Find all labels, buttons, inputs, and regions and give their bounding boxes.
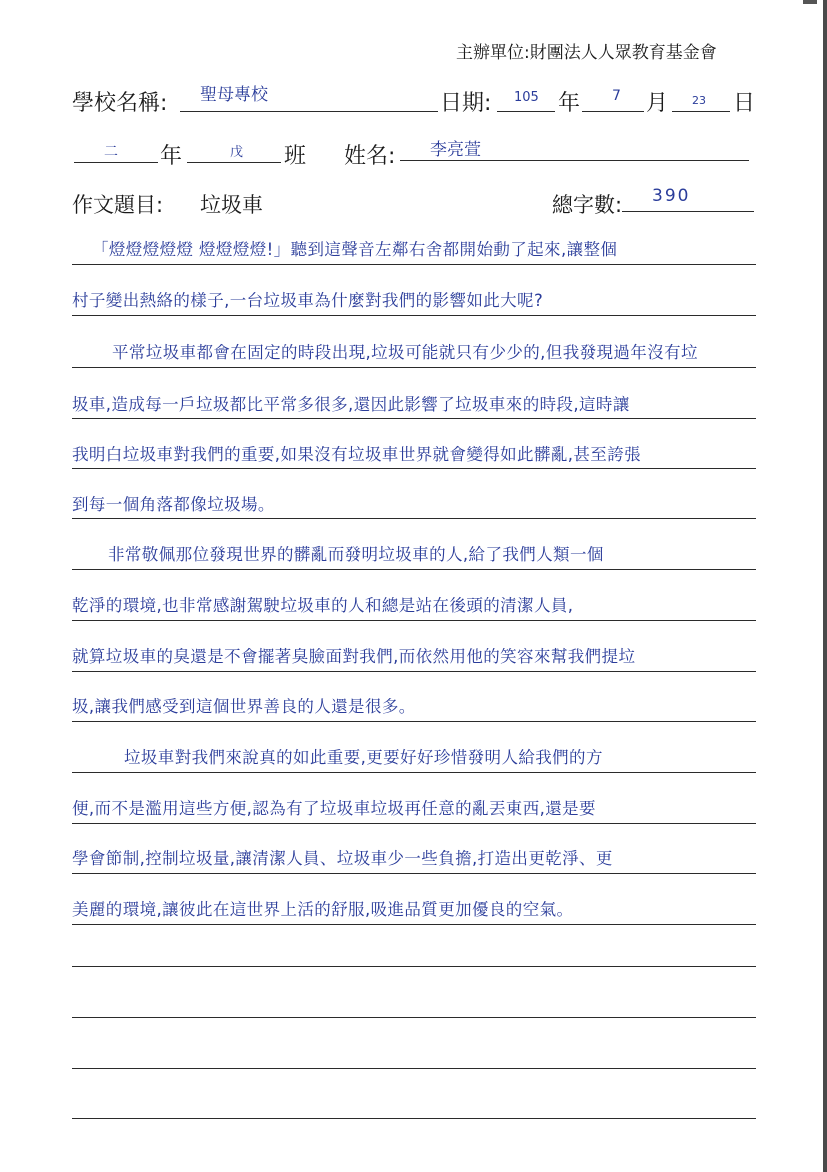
ruled-line bbox=[72, 1118, 756, 1119]
date-year-underline bbox=[497, 111, 555, 112]
ruled-line bbox=[72, 1017, 756, 1018]
wordcount-label: 總字數: bbox=[552, 193, 623, 217]
school-value: 聖母專校 bbox=[200, 85, 268, 105]
essay-line: 便,而不是濫用這些方便,認為有了垃圾車垃圾再任意的亂丟東西,還是要 bbox=[72, 799, 596, 818]
essay-line: 垃圾車對我們來說真的如此重要,更要好好珍惜發明人給我們的方 bbox=[124, 748, 603, 767]
school-underline bbox=[180, 111, 438, 112]
topic-label: 作文題目: bbox=[72, 193, 164, 217]
date-label: 日期: bbox=[440, 91, 492, 116]
ruled-line bbox=[72, 367, 756, 368]
essay-line: 「燈燈燈燈燈 燈燈燈燈!」聽到這聲音左鄰右舍都開始動了起來,讓整個 bbox=[92, 240, 618, 259]
essay-line: 就算垃圾車的臭還是不會擺著臭臉面對我們,而依然用他的笑容來幫我們提垃 bbox=[72, 647, 636, 666]
ruled-line bbox=[72, 671, 756, 672]
essay-line: 平常垃圾車都會在固定的時段出現,垃圾可能就只有少少的,但我發現過年沒有垃 bbox=[112, 343, 698, 362]
name-underline bbox=[400, 160, 749, 161]
grade-value: 二 bbox=[104, 144, 118, 160]
ruled-line bbox=[72, 924, 756, 925]
ruled-line bbox=[72, 569, 756, 570]
ruled-line bbox=[72, 620, 756, 621]
class-unit: 班 bbox=[284, 144, 307, 169]
class-value: 戊 bbox=[230, 145, 244, 160]
date-year-unit: 年 bbox=[558, 91, 581, 116]
ruled-line bbox=[72, 772, 756, 773]
date-month-underline bbox=[582, 111, 644, 112]
scan-corner-mark bbox=[803, 0, 817, 4]
essay-line: 圾車,造成每一戶垃圾都比平常多很多,還因此影響了垃圾車來的時段,這時讓 bbox=[72, 395, 630, 414]
scan-edge-mark bbox=[823, 0, 827, 1172]
grade-underline bbox=[74, 162, 158, 163]
topic-value: 垃圾車 bbox=[200, 193, 263, 217]
school-label: 學校名稱: bbox=[72, 91, 168, 116]
essay-line: 美麗的環境,讓彼此在這世界上活的舒服,吸進品質更加優良的空氣。 bbox=[72, 900, 574, 919]
essay-line: 非常敬佩那位發現世界的髒亂而發明垃圾車的人,給了我們人類一個 bbox=[108, 545, 604, 564]
date-month-unit: 月 bbox=[646, 91, 669, 116]
name-value: 李亮萱 bbox=[430, 140, 481, 160]
ruled-line bbox=[72, 873, 756, 874]
essay-line: 我明白垃圾車對我們的重要,如果沒有垃圾車世界就會變得如此髒亂,甚至誇張 bbox=[72, 445, 641, 464]
wordcount-underline bbox=[622, 211, 754, 212]
date-day-unit: 日 bbox=[733, 91, 756, 116]
essay-line: 村子變出熱絡的樣子,一台垃圾車為什麼對我們的影響如此大呢? bbox=[72, 291, 544, 310]
ruled-line bbox=[72, 823, 756, 824]
ruled-line bbox=[72, 966, 756, 967]
wordcount-value: 390 bbox=[652, 186, 691, 206]
essay-line: 乾淨的環境,也非常感謝駕駛垃圾車的人和總是站在後頭的清潔人員, bbox=[72, 596, 574, 615]
ruled-line bbox=[72, 264, 756, 265]
date-year-value: 105 bbox=[514, 90, 539, 105]
name-label: 姓名: bbox=[344, 144, 396, 169]
ruled-line bbox=[72, 721, 756, 722]
ruled-line bbox=[72, 518, 756, 519]
grade-unit: 年 bbox=[160, 144, 183, 169]
essay-line: 學會節制,控制垃圾量,讓清潔人員、垃圾車少一些負擔,打造出更乾淨、更 bbox=[72, 849, 613, 868]
ruled-line bbox=[72, 468, 756, 469]
ruled-line bbox=[72, 315, 756, 316]
organizer-text: 主辦單位:財團法人人眾教育基金會 bbox=[456, 43, 717, 63]
date-day-value: 23 bbox=[692, 94, 706, 107]
date-day-underline bbox=[672, 111, 730, 112]
ruled-line bbox=[72, 418, 756, 419]
essay-line: 到每一個角落都像垃圾場。 bbox=[72, 495, 275, 514]
class-underline bbox=[187, 162, 281, 163]
date-month-value: 7 bbox=[612, 88, 621, 104]
essay-line: 圾,讓我們感受到這個世界善良的人還是很多。 bbox=[72, 697, 416, 716]
ruled-line bbox=[72, 1068, 756, 1069]
